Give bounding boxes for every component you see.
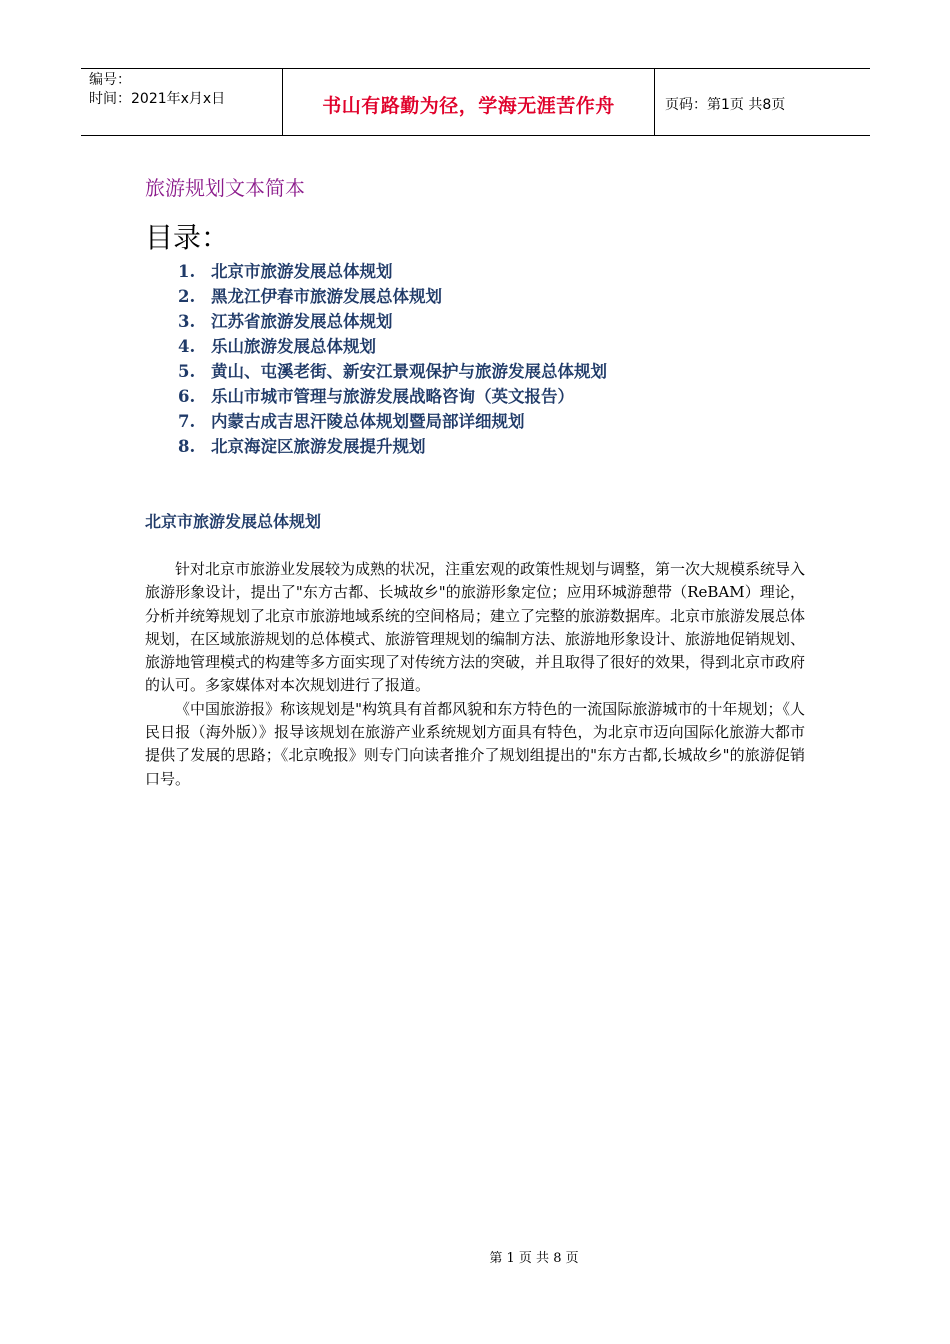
toc-item-number: 1. [178, 262, 196, 281]
toc-item[interactable] [178, 259, 607, 284]
toc-item-text: 乐山市城市管理与旅游发展战略咨询（英文报告） [211, 387, 574, 406]
body-paragraph: 针对北京市旅游业发展较为成熟的状况，注重宏观的政策性规划与调整，第一次大规模系统导入旅游形象设计，提出了"东方古都、长城故乡"的旅游形象定位；应用环城游憩带（ReBAM）理论，分析并统筹规划了北京市旅游地域系统的空间格局；建立了完整的旅游数据库。北京市旅游发展总体规划，在区域旅游规划的总体模式、旅游管理规划的编制方法、旅游地形象设计、旅游地促销规划、旅游地管理模式的构建等多方面实现了对传统方法的突破，并且取得了很好的效果，得到北京市政府的认可。多家媒体对本次规划进行了报道。 [145, 560, 806, 695]
toc-item[interactable] [178, 409, 607, 434]
toc-item-text: 黄山、屯溪老街、新安江景观保护与旅游发展总体规划 [211, 362, 607, 381]
toc-item-number: 6. [178, 387, 196, 406]
toc-item-text: 北京海淀区旅游发展提升规划 [211, 437, 426, 456]
toc-item[interactable] [178, 334, 607, 359]
toc-item[interactable] [178, 309, 607, 334]
toc-item-number: 2. [178, 287, 196, 306]
toc-item[interactable] [178, 434, 607, 459]
toc-item-number: 7. [178, 412, 196, 431]
toc-item-number: 4. [178, 337, 196, 356]
body-paragraph: 《中国旅游报》称该规划是"构筑具有首都风貌和东方特色的一流国际旅游城市的十年规划；《人民日报（海外版）》报导该规划在旅游产业系统规划方面具有特色，为北京市迈向国际化旅游大都市提供了发展的思路；《北京晚报》则专门向读者推介了规划组提出的"东方古都,长城故乡"的旅游促销口号。 [145, 699, 805, 788]
toc-item[interactable] [178, 359, 607, 384]
header-table [81, 68, 870, 136]
page-code: 页码：第1页 共8页 [665, 97, 786, 113]
page-footer: 第 1 页 共 8 页 [489, 1251, 579, 1266]
toc-item-text: 黑龙江伊春市旅游发展总体规划 [211, 287, 442, 306]
toc-item-text: 江苏省旅游发展总体规划 [211, 312, 393, 331]
toc-item[interactable] [178, 284, 607, 309]
section-title: 北京市旅游发展总体规划 [145, 512, 322, 531]
header-motto-cell [282, 69, 655, 135]
toc-item-number: 8. [178, 437, 196, 456]
document-title: 旅游规划文本简本 [145, 176, 305, 200]
header-page-cell [655, 69, 870, 135]
table-of-contents [178, 259, 607, 459]
toc-item[interactable] [178, 384, 607, 409]
motto-text: 书山有路勤为径，学海无涯苦作舟 [322, 94, 615, 117]
header-left-cell [81, 69, 282, 135]
toc-item-text: 北京市旅游发展总体规划 [211, 262, 393, 281]
toc-item-text: 内蒙古成吉思汗陵总体规划暨局部详细规划 [211, 412, 525, 431]
toc-heading: 目录： [145, 221, 230, 254]
toc-item-number: 3. [178, 312, 196, 331]
section-body [145, 558, 805, 791]
toc-item-number: 5. [178, 362, 196, 381]
number-label: 编号： [89, 72, 131, 88]
toc-item-text: 乐山旅游发展总体规划 [211, 337, 376, 356]
time-label: 时间：2021年x月x日 [89, 91, 226, 107]
